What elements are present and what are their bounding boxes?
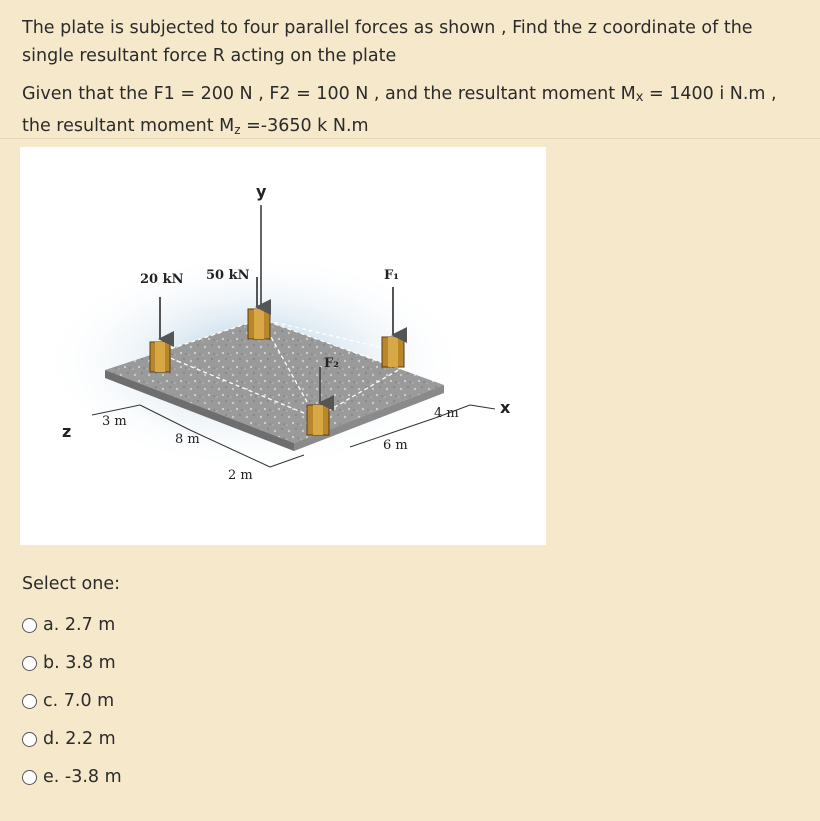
answer-option-c[interactable] [22, 682, 122, 720]
answer-text: 7.0 m [63, 691, 115, 711]
axis-x-label: x [500, 398, 511, 417]
column-F1 [382, 337, 404, 367]
answer-letter: e. [43, 767, 60, 787]
given-line-1-a: Given that the F1 = 200 N , F2 = 100 N , and the resultant moment M [22, 84, 636, 104]
answer-option-d[interactable] [22, 720, 122, 758]
answer-option-a[interactable] [22, 606, 122, 644]
force-label-F1: F₁ [384, 268, 399, 283]
plate-diagram [20, 147, 546, 545]
radio-button[interactable] [22, 732, 37, 747]
radio-button[interactable] [22, 656, 37, 671]
given-line-2 [22, 112, 802, 144]
dim-label-6m: 6 m [383, 438, 408, 453]
force-label-50kN: 50 kN [206, 268, 250, 283]
answer-list [22, 606, 122, 796]
dim-label-8m: 8 m [175, 432, 200, 447]
answer-text: 2.7 m [64, 615, 116, 635]
dim-label-2m: 2 m [228, 468, 253, 483]
force-label-F2: F₂ [324, 356, 339, 371]
dim-label-3m: 3 m [102, 414, 127, 429]
column-20kN [150, 342, 170, 372]
answer-option-e[interactable] [22, 758, 122, 796]
answer-letter: d. [43, 729, 60, 749]
axis-z-label: z [62, 422, 72, 441]
force-label-20kN: 20 kN [140, 272, 184, 287]
divider [0, 138, 820, 139]
radio-button[interactable] [22, 618, 37, 633]
radio-button[interactable] [22, 770, 37, 785]
question-line-2: single resultant force R acting on the plate [22, 46, 397, 66]
given-line-1-sub: x [635, 90, 644, 105]
answer-letter: c. [43, 691, 59, 711]
given-line-2-a: the resultant moment M [22, 116, 235, 136]
answer-option-b[interactable] [22, 644, 122, 682]
question-block [22, 14, 802, 144]
axis-y-label: y [256, 182, 267, 201]
radio-button[interactable] [22, 694, 37, 709]
column-F2 [307, 405, 329, 435]
given-line-1-b: = 1400 i N.m , [643, 84, 777, 104]
answer-letter: b. [43, 653, 60, 673]
select-prompt: Select one: [22, 574, 121, 594]
answer-text: 3.8 m [65, 653, 116, 673]
dim-label-4m: 4 m [434, 406, 459, 421]
answer-letter: a. [43, 615, 60, 635]
answer-text: -3.8 m [64, 767, 122, 787]
given-line-2-b: =-3650 k N.m [240, 116, 369, 136]
column-50kN [248, 309, 270, 339]
question-line-1: The plate is subjected to four parallel forces as shown , Find the z coordinate of the [22, 18, 753, 38]
given-line-1 [22, 80, 802, 112]
answer-text: 2.2 m [65, 729, 116, 749]
plate-figure [20, 147, 546, 545]
given-line-2-sub: z [234, 123, 241, 137]
